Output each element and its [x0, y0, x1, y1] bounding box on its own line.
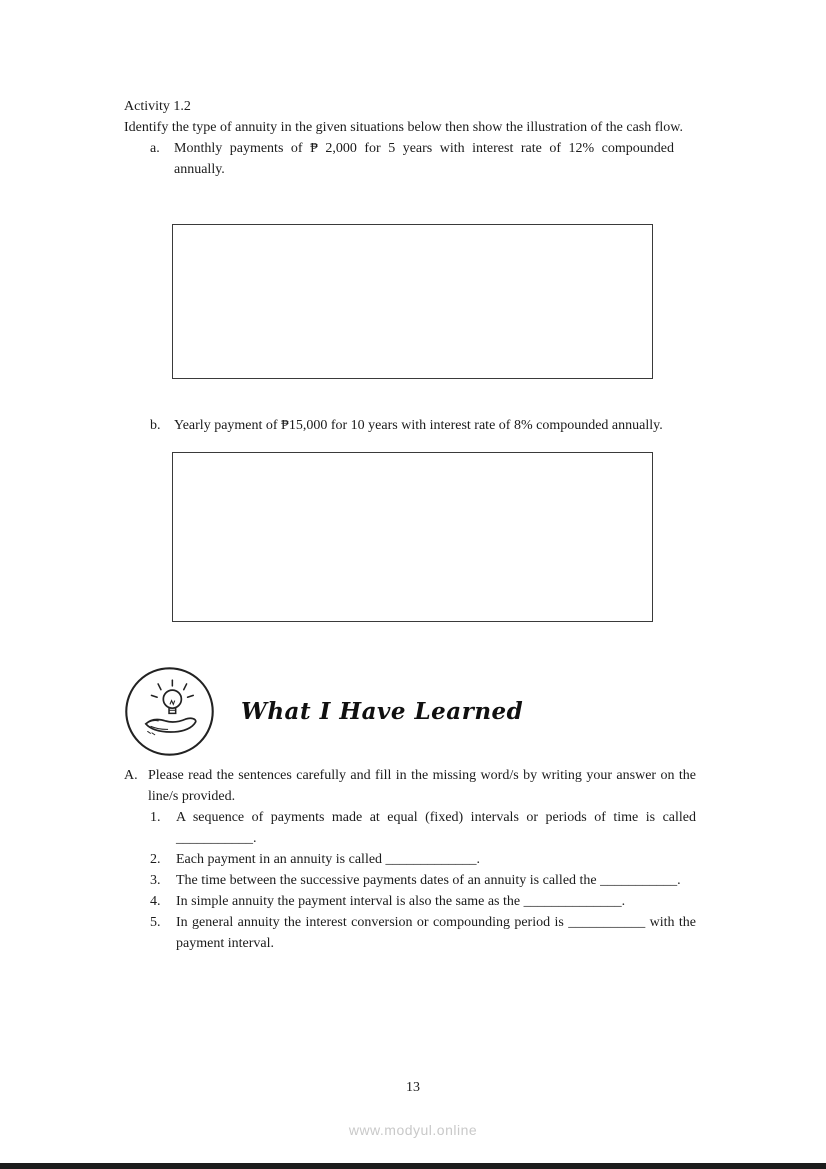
section-a-body: [148, 765, 696, 954]
page-content: [124, 96, 696, 954]
fill-in-item-4: [150, 891, 696, 912]
fill-in-item-3-number: 3.: [150, 873, 161, 888]
page-number: 13: [406, 1080, 420, 1095]
fill-in-item-1: [150, 807, 696, 849]
answer-box-a: [172, 224, 653, 379]
fill-in-item-3: [150, 870, 696, 891]
fill-in-item-1-text: A sequence of payments made at equal (fixed) intervals or periods of time is called ___________.: [176, 810, 696, 846]
section-a-instructions: Please read the sentences carefully and fill in the missing word/s by writing your answer on the line/s provided.: [148, 768, 696, 804]
fill-in-item-5: [150, 912, 696, 954]
fill-in-item-2: [150, 849, 696, 870]
activity-item-b-text: Yearly payment of ₱15,000 for 10 years with interest rate of 8% compounded annually.: [174, 418, 663, 433]
fill-in-item-4-number: 4.: [150, 894, 161, 909]
fill-in-item-4-text: In simple annuity the payment interval is also the same as the ______________.: [176, 894, 626, 909]
fill-in-item-2-number: 2.: [150, 852, 161, 867]
activity-item-a: [150, 138, 696, 180]
fill-in-item-2-text: Each payment in an annuity is called _____________.: [176, 852, 481, 867]
section-a-label: A.: [124, 768, 138, 783]
activity-item-a-text: Monthly payments of ₱ 2,000 for 5 years with interest rate of 12% compounded annually.: [174, 141, 674, 177]
activity-item-a-label: a.: [150, 141, 160, 156]
learned-heading: What I Have Learned: [241, 698, 524, 725]
fill-in-item-3-text: The time between the successive payments dates of an annuity is called the ___________.: [176, 873, 681, 888]
activity-item-b: [150, 415, 696, 436]
learned-section-header: [122, 664, 696, 759]
fill-in-item-5-number: 5.: [150, 915, 161, 930]
learned-section-a: [124, 765, 696, 954]
watermark: www.modyul.online: [348, 1122, 478, 1138]
activity-title: Activity 1.2: [124, 99, 191, 114]
activity-instructions: Identify the type of annuity in the given situations below then show the illustration of the cash flow.: [124, 120, 683, 135]
answer-box-b: [172, 452, 653, 622]
fill-in-item-1-number: 1.: [150, 810, 161, 825]
lightbulb-hand-icon: [122, 664, 217, 759]
fill-in-item-5-text: In general annuity the interest conversion or compounding period is ___________ with the payment interval.: [176, 915, 696, 951]
activity-item-b-label: b.: [150, 418, 161, 433]
page-bottom-edge: [0, 1163, 826, 1169]
